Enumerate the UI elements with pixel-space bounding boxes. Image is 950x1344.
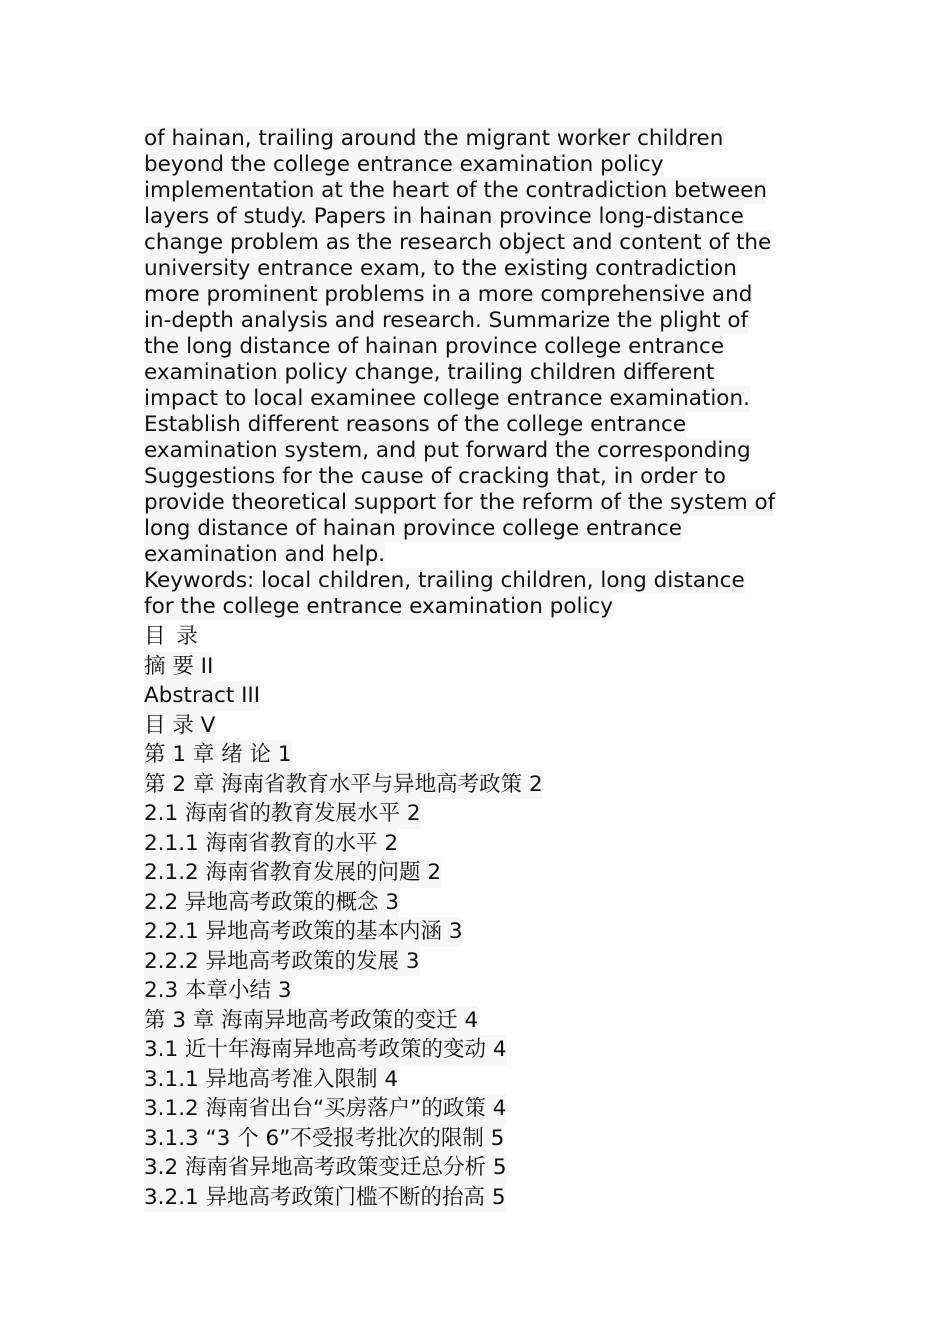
toc-entry: 2.3 本章小结 3 (144, 976, 292, 1006)
toc-entry: 3.1 近十年海南异地高考政策的变动 4 (144, 1035, 507, 1065)
toc-entry: 3.1.2 海南省出台“买房落户”的政策 4 (144, 1094, 506, 1124)
toc-entry: 第 2 章 海南省教育水平与异地高考政策 2 (144, 770, 543, 800)
toc-entry: 2.1.2 海南省教育发展的问题 2 (144, 858, 441, 888)
toc-entry: 2.2 异地高考政策的概念 3 (144, 888, 399, 918)
toc-entry: 第 1 章 绪 论 1 (144, 740, 292, 770)
abstract-line: more prominent problems in a more comprehensive and (144, 282, 753, 307)
abstract-line: long distance of hainan province college entrance (144, 516, 682, 541)
toc-entry: 第 3 章 海南异地高考政策的变迁 4 (144, 1006, 478, 1036)
toc-entry: Abstract III (144, 681, 260, 711)
abstract-line: impact to local examinee college entrance examination. (144, 386, 750, 411)
toc-entry: 3.1.3 “3 个 6”不受报考批次的限制 5 (144, 1124, 504, 1154)
abstract-line: examination policy change, trailing children different (144, 360, 715, 385)
toc-entry: 2.2.1 异地高考政策的基本内涵 3 (144, 917, 463, 947)
toc-heading: 目 录 (144, 624, 200, 649)
abstract-line: in-depth analysis and research. Summarize the plight of (144, 308, 749, 333)
abstract-line: the long distance of hainan province college entrance (144, 334, 725, 359)
abstract-line: Suggestions for the cause of cracking that, in order to (144, 464, 726, 489)
table-of-contents (144, 652, 806, 1213)
abstract-line: examination and help. (144, 542, 386, 567)
abstract-line: implementation at the heart of the contradiction between (144, 178, 768, 203)
abstract-line: of hainan, trailing around the migrant worker children (144, 126, 724, 151)
abstract-line: university entrance exam, to the existing contradiction (144, 256, 737, 281)
abstract-line: change problem as the research object and content of the (144, 230, 772, 255)
toc-entry: 2.2.2 异地高考政策的发展 3 (144, 947, 420, 977)
abstract-line: provide theoretical support for the reform of the system of (144, 490, 776, 515)
toc-entry: 3.2 海南省异地高考政策变迁总分析 5 (144, 1153, 507, 1183)
document-page (144, 126, 806, 1212)
abstract-line: layers of study. Papers in hainan province long-distance (144, 204, 744, 229)
toc-entry: 3.2.1 异地高考政策门槛不断的抬高 5 (144, 1183, 506, 1213)
toc-entry: 摘 要 II (144, 652, 213, 682)
keywords-paragraph (144, 568, 806, 620)
toc-entry: 2.1 海南省的教育发展水平 2 (144, 799, 421, 829)
abstract-paragraph (144, 126, 806, 568)
keywords-line: for the college entrance examination policy (144, 594, 613, 619)
toc-entry: 目 录 V (144, 711, 215, 741)
toc-entry: 2.1.1 海南省教育的水平 2 (144, 829, 398, 859)
keywords-line: Keywords: local children, trailing children, long distance (144, 568, 745, 593)
abstract-line: examination system, and put forward the corresponding (144, 438, 751, 463)
toc-entry: 3.1.1 异地高考准入限制 4 (144, 1065, 398, 1095)
abstract-line: beyond the college entrance examination policy (144, 152, 664, 177)
abstract-line: Establish different reasons of the college entrance (144, 412, 687, 437)
